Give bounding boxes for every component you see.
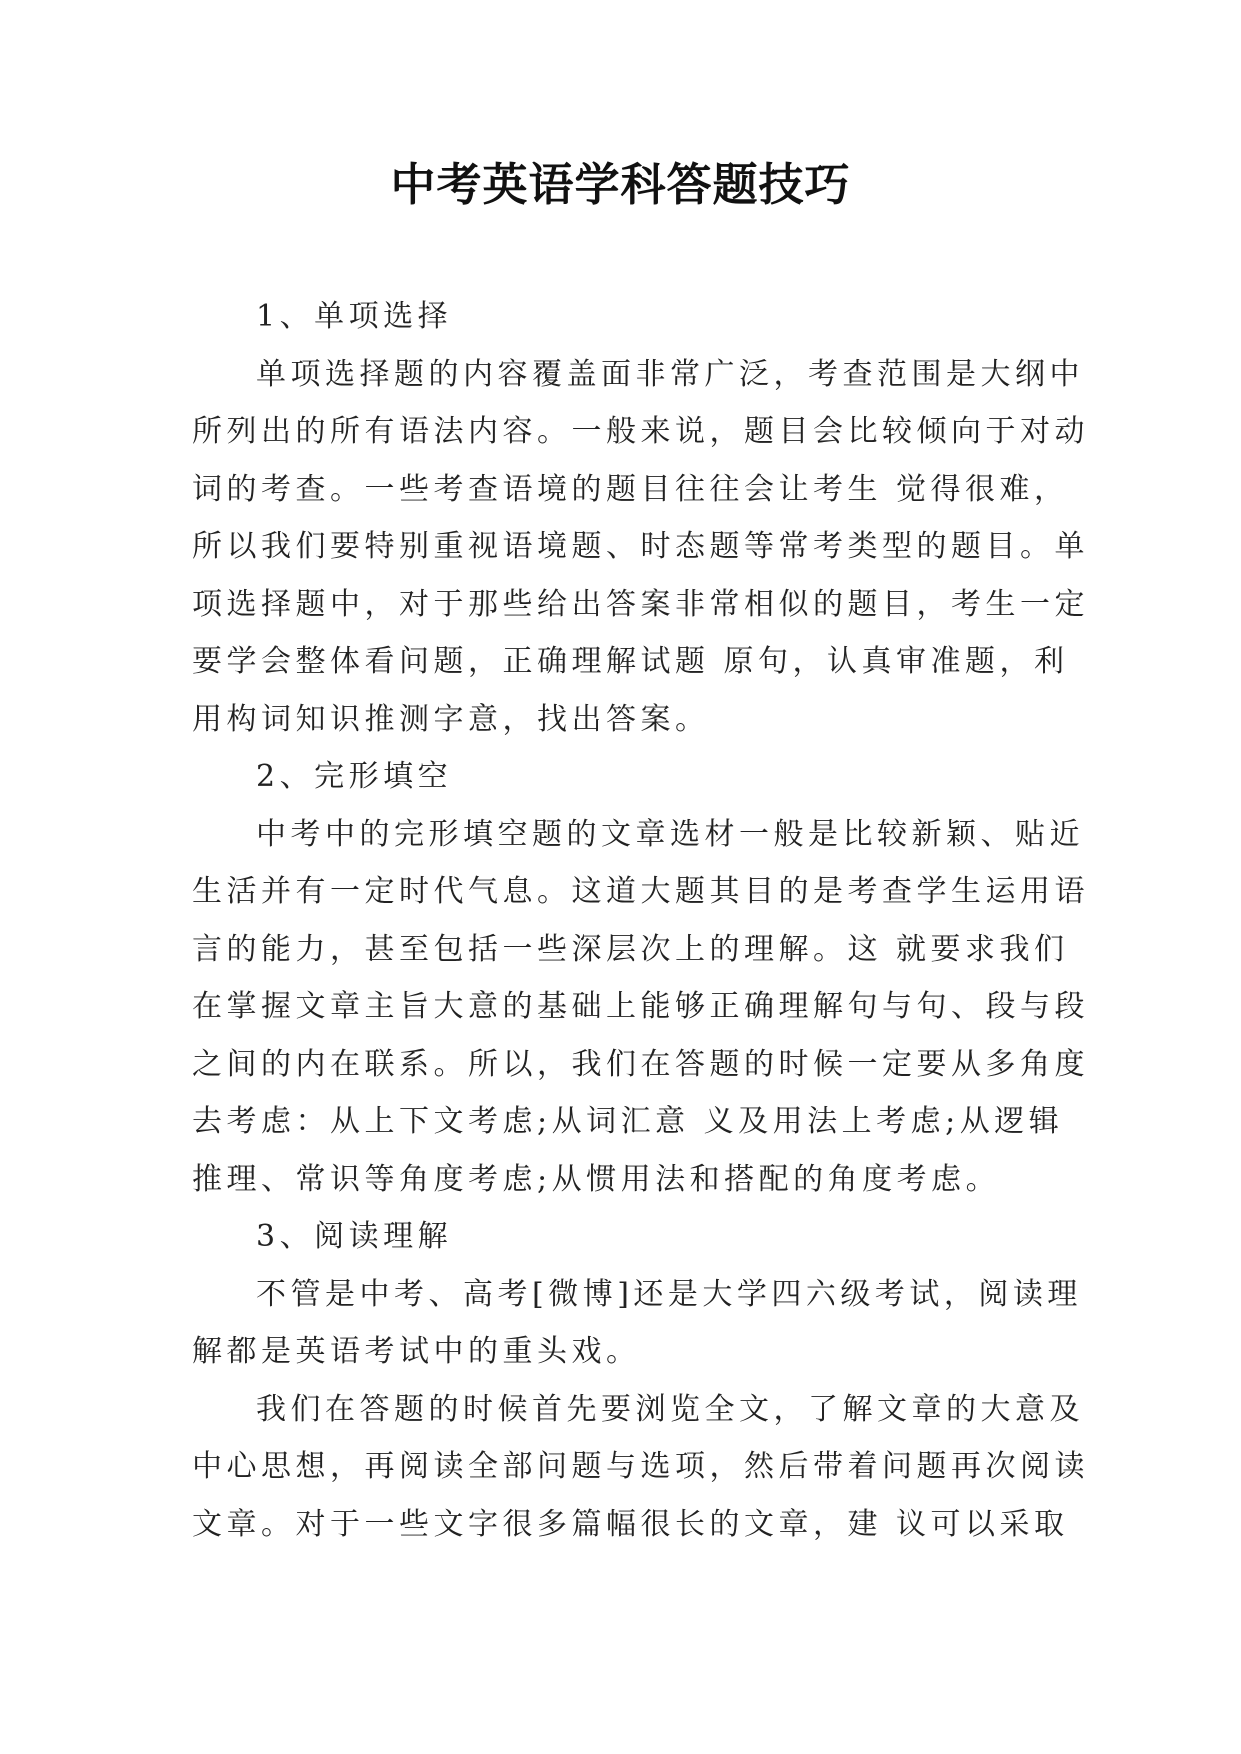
section-heading-2: 2、完形填空 [256, 759, 453, 794]
section-heading-3: 3、阅读理解 [256, 1219, 453, 1254]
paragraph-line: 中心思想，再阅读全部问题与选项，然后带着问题再次阅读 [192, 1449, 1089, 1484]
paragraph-line: 不管是中考、高考[微博]还是大学四六级考试，阅读理 [256, 1276, 1082, 1312]
paragraph-line: 言的能力，甚至包括一些深层次上的理解。这 就要求我们 [192, 931, 1069, 967]
paragraph-line: 所列出的所有语法内容。一般来说，题目会比较倾向于对动 [192, 414, 1089, 449]
paragraph-line: 单项选择题的内容覆盖面非常广泛，考查范围是大纲中 [256, 356, 1084, 392]
paragraph-line: 之间的内在联系。所以，我们在答题的时候一定要从多角度 [192, 1046, 1089, 1082]
paragraph-line: 在掌握文章主旨大意的基础上能够正确理解句与句、段与段 [192, 989, 1089, 1024]
paragraph-line: 中考中的完形填空题的文章选材一般是比较新颖、贴近 [256, 816, 1084, 852]
paragraph-line: 生活并有一定时代气息。这道大题其目的是考查学生运用语 [192, 874, 1089, 909]
document-body [192, 288, 1089, 1553]
paragraph-line: 词的考查。一些考查语境的题目往往会让考生 觉得很难， [192, 471, 1069, 507]
paragraph-line: 项选择题中，对于那些给出答案非常相似的题目，考生一定 [192, 586, 1089, 622]
paragraph-line: 去考虑：从上下文考虑;从词汇意 义及用法上考虑;从逻辑 [192, 1104, 1064, 1139]
paragraph-line: 我们在答题的时候首先要浏览全文，了解文章的大意及 [256, 1391, 1084, 1427]
section-heading-1: 1、单项选择 [256, 299, 453, 334]
paragraph-line: 推理、常识等角度考虑;从惯用法和搭配的角度考虑。 [192, 1161, 1001, 1197]
paragraph-line: 要学会整体看问题，正确理解试题 原句，认真审准题，利 [192, 644, 1069, 679]
paragraph-line: 文章。对于一些文字很多篇幅很长的文章，建 议可以采取 [192, 1506, 1069, 1542]
paragraph-line: 解都是英语考试中的重头戏。 [192, 1334, 641, 1369]
paragraph-line: 用构词知识推测字意，找出答案。 [192, 701, 710, 737]
paragraph-line: 所以我们要特别重视语境题、时态题等常考类型的题目。单 [192, 529, 1089, 564]
document-title: 中考英语学科答题技巧 [390, 158, 851, 211]
